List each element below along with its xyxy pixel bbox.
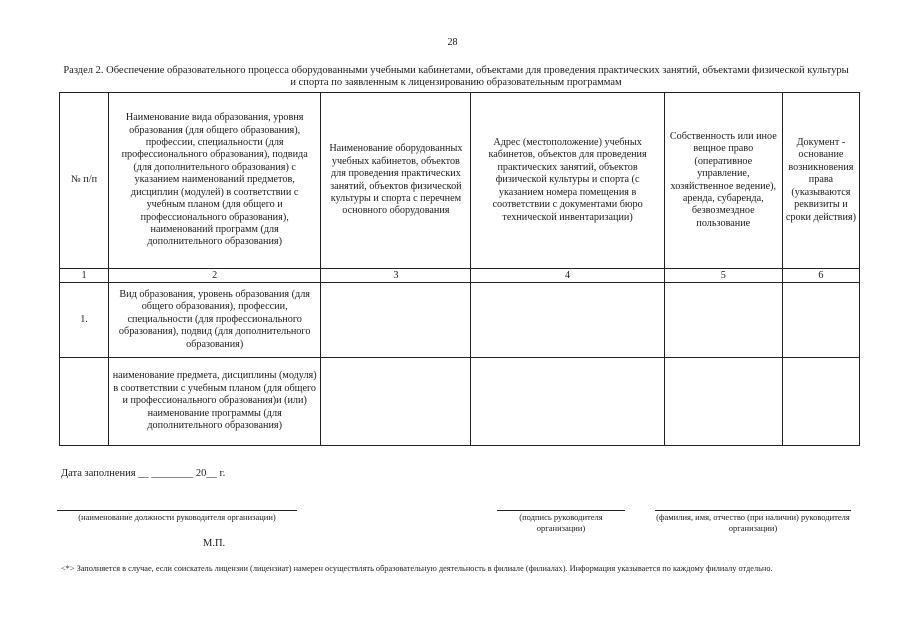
name-signature-line (655, 510, 851, 511)
header-number: № п/п (60, 93, 109, 269)
column-index: 1 (60, 269, 109, 283)
fill-date: Дата заполнения __ ________ 20__ г. (61, 468, 226, 479)
table-row (60, 283, 860, 358)
footnote: <*> Заполняется в случае, если соискатель лицензии (лицензиат) намерен осуществлять образовательную деятельность в филиале (филиалах). Информация указывается по каждому филиалу отдельно. (61, 564, 773, 573)
column-index: 4 (471, 269, 664, 283)
empty-cell (471, 283, 664, 358)
signature-line (497, 510, 625, 511)
name-caption: (фамилия, имя, отчество (при наличии) руководителя организации) (656, 512, 850, 533)
signature-caption: (подпись руководителя организации) (519, 512, 603, 533)
empty-cell (321, 283, 471, 358)
section-title: Раздел 2. Обеспечение образовательного процесса оборудованными учебными кабинетами, объектами для проведения практических занятий, объектами физической культуры и спорта по заявленным к лицензированию образовательным программам (63, 65, 849, 88)
stamp-label: М.П. (203, 538, 226, 549)
empty-cell (321, 358, 471, 446)
page-number: 28 (447, 37, 458, 48)
empty-cell (782, 358, 859, 446)
column-index-row (60, 269, 860, 283)
column-index: 3 (321, 269, 471, 283)
empty-cell (782, 283, 859, 358)
column-index: 5 (664, 269, 782, 283)
header-classrooms: Наименование оборудованных учебных кабинетов, объектов для проведения практических занятий, объектов физической культуры и спорта с перечнем основного оборудования (321, 93, 471, 269)
position-signature-line (57, 510, 297, 511)
table-header-row (60, 93, 860, 269)
row-subject-cell: наименование предмета, дисциплины (модуля) в соответствии с учебным планом (для общего и профессионального образования)и (или) наименование программы (для дополнительного образования) (109, 358, 321, 446)
empty-cell (664, 283, 782, 358)
header-address: Адрес (местоположение) учебных кабинетов, объектов для проведения практических занятий, объектов физической культуры и спорта (с указанием номера помещения в соответствии с документами бюро технической инвентаризации) (471, 93, 664, 269)
row-education-cell: Вид образования, уровень образования (для общего образования), профессии, специальности (для профессионального образования), подвид (для дополнительного образования) (109, 283, 321, 358)
header-ownership: Собственность или иное вещное право (оперативное управление, хозяйственное ведение), аренда, субаренда, безвозмездное пользование (664, 93, 782, 269)
table-row (60, 358, 860, 446)
header-document: Документ - основание возникновения права (указываются реквизиты и сроки действия) (782, 93, 859, 269)
column-index: 6 (782, 269, 859, 283)
row-number: 1. (60, 283, 109, 358)
empty-cell (471, 358, 664, 446)
position-caption: (наименование должности руководителя организации) (78, 512, 276, 522)
column-index: 2 (109, 269, 321, 283)
header-education-type: Наименование вида образования, уровня образования (для общего образования), профессии, специальности (для профессионального образования), подвида (для дополнительного образования) с указанием наименований предметов, дисциплин (модулей) в соответствии с учебным планом (для общего и профессионального образования), наименований программ (для дополнительного образования) (109, 93, 321, 269)
empty-cell (664, 358, 782, 446)
resources-table (59, 92, 860, 446)
row-number (60, 358, 109, 446)
